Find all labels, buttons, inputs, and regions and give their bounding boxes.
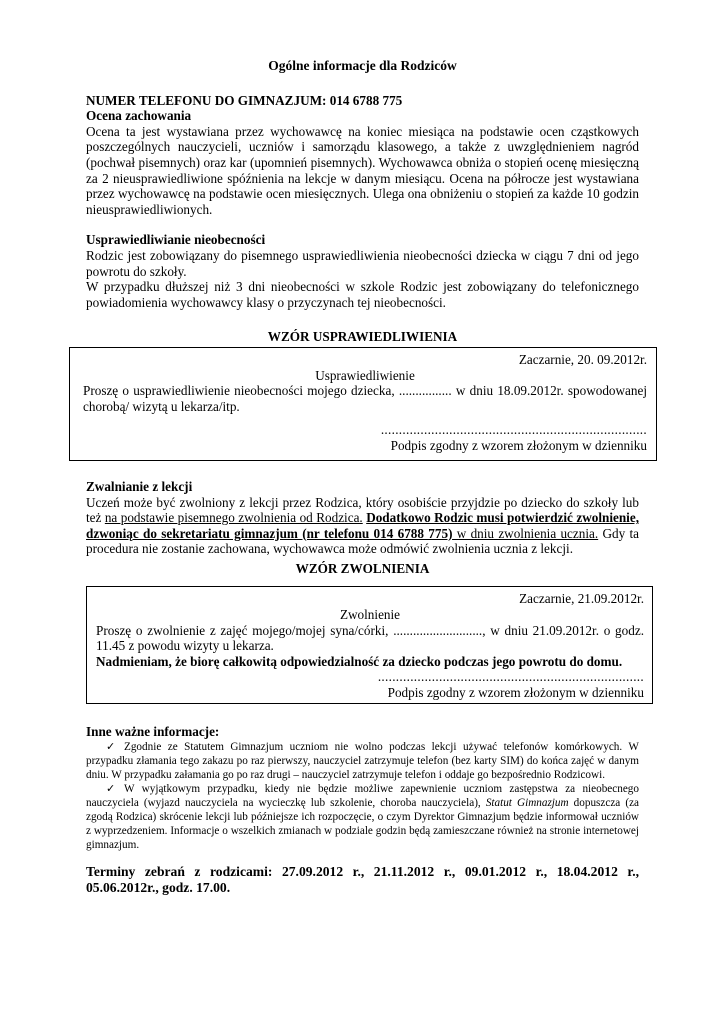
absence-text-2: W przypadku dłuższej niż 3 dni nieobecności w szkole Rodzic jest zobowiązany do telefonicznego powiadomienia wychowawcy klasy o przyczynach tej nieobecności. (86, 279, 639, 310)
excuse-template-box (69, 347, 657, 461)
release-text-day: w dniu zwolnienia ucznia. (452, 525, 599, 541)
release-body: Proszę o zwolnienie z zajęć mojego/mojej syna/córki, ..........................., w dniu 21.09.2012r. o godz. 11.45 z powodu wizyty u lekarza. (96, 622, 644, 654)
release-text-refuse: Gdy ta procedura nie zostanie zachowana, wychowawca może odmówić zwolnienia ucznia z lekcji. (86, 525, 640, 557)
release-signature-label: Podpis zgodny z wzorem złożonym w dzienniku (387, 685, 644, 701)
other-info-statute: Statut Gimnazjum (485, 797, 569, 810)
excuse-body: Proszę o usprawiedliwienie nieobecności mojego dziecka, ................ w dniu 18.09.2012r. spowodowanej chorobą/ wizytą u lekarza/itp. (83, 383, 647, 414)
phone-heading: NUMER TELEFONU DO GIMNAZJUM: 014 6788 775 (86, 92, 403, 108)
excuse-signature-dots: .......................................................................... (380, 422, 647, 438)
document-title: Ogólne informacje dla Rodziców (268, 58, 457, 73)
release-template-heading: WZÓR ZWOLNIENIA (295, 560, 430, 576)
checkmark-icon: ✓ (106, 740, 116, 754)
document-page (83, 58, 647, 896)
behaviour-text: Ocena ta jest wystawiana przez wychowawcę na koniec miesiąca na podstawie ocen cząstkowych poszczególnych nauczycieli, uczniów i samorządu klasowego, a także z uwzględnieniem nagród (pochwał pisemnych) oraz kar (upomnień pisemnych). Wychowawca obniża o stopień ocenę miesięczną za 2 nieusprawiedliwione spóźnienia na lekcje w danym miesiącu. Ocena na półrocze jest wystawiana przez wychowawcę na podstawie ocen miesięcznych. Ulega ona obniżeniu o stopień za każde 10 godzin nieusprawiedliwionych. (86, 123, 639, 217)
release-heading: Zwalnianie z lekcji (86, 478, 193, 494)
excuse-doc-title: Usprawiedliwienie (315, 367, 415, 383)
other-info-item-1: Zgodnie ze Statutem Gimnazjum uczniom nie wolno podczas lekcji używać telefonów komórkowych. W przypadku złamania tego zakazu po raz pierwszy, nauczyciel zatrzymuje telefon (bez karty SIM) do końca zajęć w danym dniu. W przypadku załamania go po raz drugi – nauczyciel zatrzymuje telefon i oddaje go bezpośrednio Rodzicowi. (86, 741, 639, 782)
other-info-item-2c: dopuszcza (za zgodą Rodzica) skrócenie lekcji lub późniejsze ich rozpoczęcie, o czym Dyrektor Gimnazjum będzie informował uczniów z wyprzedzeniem. Informacje o wszelkich zmianach w podziale godzin będą zamieszczane również na stronie internetowej gimnazjum. (86, 797, 640, 852)
absence-heading: Usprawiedliwianie nieobecności (86, 232, 266, 248)
excuse-date: Zaczarnie, 20. 09.2012r. (518, 351, 647, 367)
list-item (86, 740, 639, 782)
other-info-list (86, 740, 639, 852)
release-responsibility-note: Nadmieniam, że biorę całkowitą odpowiedzialność za dziecko podczas jego powrotu do domu. (96, 653, 623, 669)
other-info-heading: Inne ważne informacje: (86, 724, 220, 740)
release-text-1: Uczeń może być zwolniony z lekcji przez Rodzica, który osobiście przyjdzie po dziecko do szkoły lub też (86, 494, 639, 526)
release-template-box (86, 586, 653, 704)
release-doc-title: Zwolnienie (339, 607, 401, 623)
release-text (86, 495, 639, 557)
release-signature-dots: .......................................................................... (377, 669, 644, 685)
absence-text-1: Rodzic jest zobowiązany do pisemnego usprawiedliwienia nieobecności dziecka w ciągu 7 dni od jego powrotu do szkoły. (86, 247, 639, 279)
release-text-confirm: Dodatkowo Rodzic musi potwierdzić zwolnienie, dzwoniąc do sekretariatu gimnazjum (nr telefonu 014 6788 775) (86, 510, 639, 541)
checkmark-icon: ✓ (106, 782, 116, 796)
release-text-written: na podstawie pisemnego zwolnienia od Rodzica. (104, 510, 363, 526)
excuse-signature-label: Podpis zgodny z wzorem złożonym w dzienniku (390, 437, 647, 453)
list-item (86, 782, 639, 852)
behaviour-heading: Ocena zachowania (86, 108, 192, 124)
release-date: Zaczarnie, 21.09.2012r. (519, 591, 644, 607)
other-info-item-2a: W wyjątkowym przypadku, kiedy nie będzie możliwe zapewnienie uczniom zastępstwa za nieobecnego nauczyciela (wyjazd nauczyciela na wycieczkę lub szkolenie, choroba nauczyciela), (86, 783, 639, 810)
meeting-dates: Terminy zebrań z rodzicami: 27.09.2012 r., 21.11.2012 r., 09.01.2012 r., 18.04.2012 r., 05.06.2012r., godz. 17.00. (86, 864, 639, 896)
excuse-template-heading: WZÓR USPRAWIEDLIWIENIA (267, 329, 458, 345)
